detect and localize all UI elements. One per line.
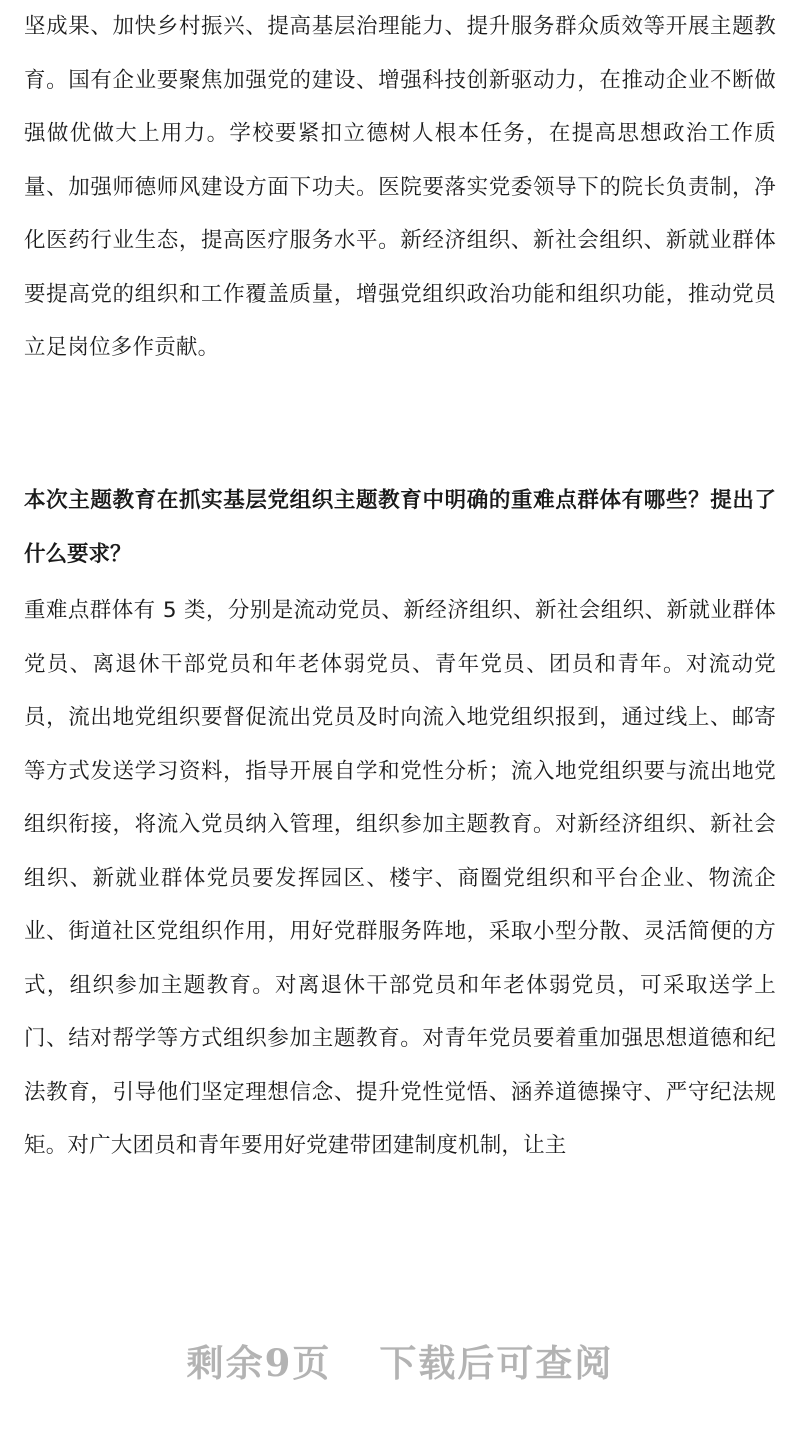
- body-paragraph: 坚成果、加快乡村振兴、提高基层治理能力、提升服务群众质效等开展主题教育。国有企业要聚焦加强党的建设、增强科技创新驱动力，在推动企业不断做强做优做大上用力。学校要紧扣立德树人根本任务，在提高思想政治工作质量、加强师德师风建设方面下功夫。医院要落实党委领导下的院长负责制，净化医药行业生态，提高医疗服务水平。新经济组织、新社会组织、新就业群体要提高党的组织和工作覆盖质量，增强党组织政治功能和组织功能，推动党员立足岗位多作贡献。: [24, 14, 776, 360]
- download-prompt-label: 下载后可查阅: [379, 1341, 614, 1385]
- remaining-pages-label: 剩余9页: [186, 1341, 332, 1385]
- answer-paragraph: 重难点群体有 5 类，分别是流动党员、新经济组织、新社会组织、新就业群体党员、离退休干部党员和年老体弱党员、青年党员、团员和青年。对流动党员，流出地党组织要督促流出党员及时向流入地党组织报到，通过线上、邮寄等方式发送学习资料，指导开展自学和党性分析；流入地党组织要与流出地党组织衔接，将流入党员纳入管理，组织参加主题教育。对新经济组织、新社会组织、新就业群体党员要发挥园区、楼宇、商圈党组织和平台企业、物流企业、街道社区党组织作用，用好党群服务阵地，采取小型分散、灵活简便的方式，组织参加主题教育。对离退休干部党员和年老体弱党员，可采取送学上门、结对帮学等方式组织参加主题教育。对青年党员要着重加强思想道德和纪法教育，引导他们坚定理想信念、提升党性觉悟、涵养道德操守、严守纪法规矩。对广大团员和青年要用好党建带团建制度机制，让主: [24, 598, 776, 1158]
- download-prompt-button[interactable]: [0, 1333, 800, 1387]
- question-heading: 本次主题教育在抓实基层党组织主题教育中明确的重难点群体有哪些？提出了什么要求？: [24, 488, 776, 567]
